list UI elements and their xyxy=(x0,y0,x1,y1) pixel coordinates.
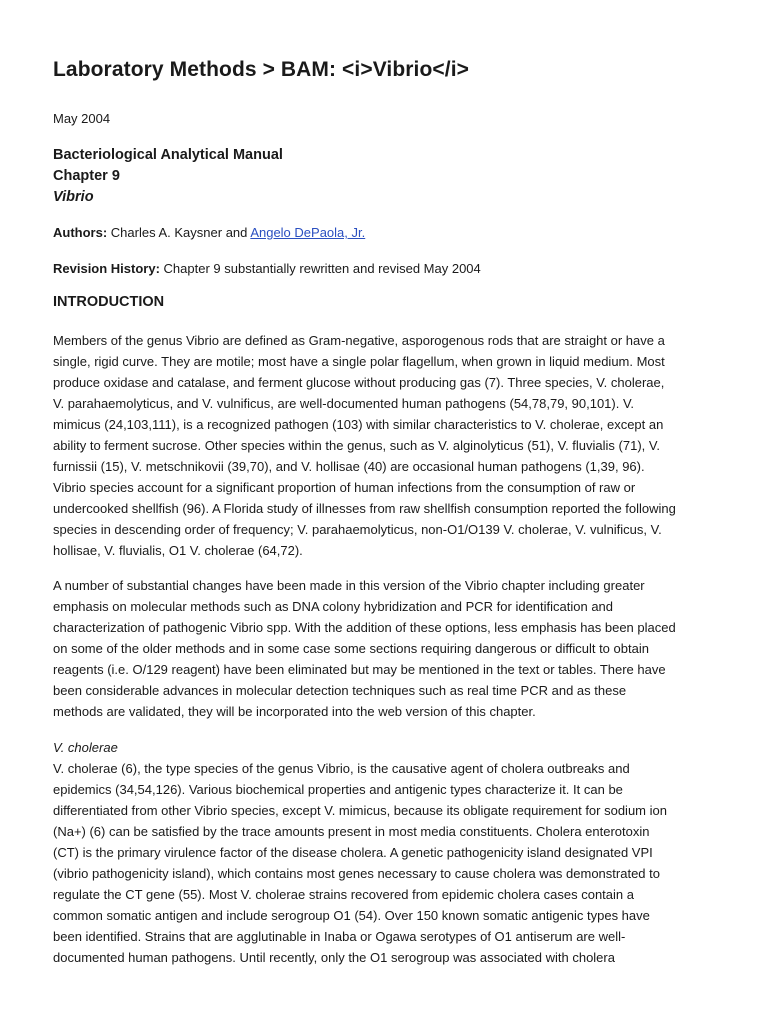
intro-paragraph xyxy=(53,330,721,561)
genus-label: Vibrio xyxy=(53,189,94,205)
text-line: species in descending order of frequency; V. parahaemolyticus, non-O1/O139 V. cholerae, V. vulnificus, V. xyxy=(53,522,662,537)
text-line: V. cholerae (6), the type species of the genus Vibrio, is the causative agent of cholera outbreaks and xyxy=(53,761,630,776)
text-line: regulate the CT gene (55). Most V. cholerae strains recovered from epidemic cholera cases contain a xyxy=(53,887,634,902)
subheading: V. cholerae xyxy=(53,740,118,755)
chapter-label: Chapter 9 xyxy=(53,168,120,184)
section-heading: INTRODUCTION xyxy=(53,294,165,310)
revision-text: Chapter 9 substantially rewritten and revised May 2004 xyxy=(163,261,481,276)
revision-label: Revision History: xyxy=(53,261,160,276)
text-line: hollisae, V. fluvialis, O1 V. cholerae (64,72). xyxy=(53,543,303,558)
text-line: mimicus (24,103,111), is a recognized pathogen (103) with similar characteristics to V. cholerae, except an xyxy=(53,417,664,432)
publication-date: May 2004 xyxy=(53,111,111,126)
text-line: characterization of pathogenic Vibrio spp. With the addition of these options, less emphasis has been placed xyxy=(53,620,676,635)
text-line: (vibrio pathogenicity island), which contains most genes necessary to cause cholera was demonstrated to xyxy=(53,866,660,881)
text-line: been identified. Strains that are agglutinable in Inaba or Ogawa serotypes of O1 antiserum are well- xyxy=(53,929,626,944)
text-line: emphasis on molecular methods such as DNA colony hybridization and PCR for identification and xyxy=(53,599,614,614)
text-line: methods are validated, they will be incorporated into the web version of this chapter. xyxy=(53,704,536,719)
text-line: single, rigid curve. They are motile; most have a single polar flagellum, when grown in liquid medium. Most xyxy=(53,354,665,369)
authors-line xyxy=(53,225,365,240)
cholerae-paragraph xyxy=(53,737,721,968)
text-line: (Na+) (6) can be satisfied by the trace amounts present in most media constituents. Cholera enterotoxin xyxy=(53,824,650,839)
manual-name: Bacteriological Analytical Manual xyxy=(53,147,283,163)
text-line: produce oxidase and catalase, and ferment glucose without producing gas (7). Three species, V. cholerae, xyxy=(53,375,665,390)
text-line: undercooked shellfish (96). A Florida study of illnesses from raw shellfish consumption reported the following xyxy=(53,501,676,516)
text-line: furnissii (15), V. metschnikovii (39,70), and V. hollisae (40) are occasional human pathogens (1,39, 96). xyxy=(53,459,645,474)
text-line: (CT) is the primary virulence factor of the disease cholera. A genetic pathogenicity island designated VPI xyxy=(53,845,653,860)
author-link[interactable]: Angelo DePaola, Jr. xyxy=(250,225,366,240)
revision-line xyxy=(53,261,481,276)
text-line: epidemics (34,54,126). Various biochemical properties and antigenic types characterize it. It can be xyxy=(53,782,623,797)
authors-label: Authors: xyxy=(53,225,108,240)
page-title: Laboratory Methods > BAM: <i>Vibrio</i> xyxy=(53,58,470,81)
author-joiner: and xyxy=(225,225,248,240)
text-line: differentiated from other Vibrio species, except V. mimicus, because its obligate requirement for sodium ion xyxy=(53,803,667,818)
text-line: V. parahaemolyticus, and V. vulnificus, are well-documented human pathogens (54,78,79, 90,101). V. xyxy=(53,396,635,411)
text-line: Vibrio species account for a significant proportion of human infections from the consumption of raw or xyxy=(53,480,636,495)
changes-paragraph xyxy=(53,575,721,722)
author-first: Charles A. Kaysner xyxy=(110,225,223,240)
manual-heading xyxy=(53,145,283,208)
text-line: Members of the genus Vibrio are defined as Gram-negative, asporogenous rods that are straight or have a xyxy=(53,333,665,348)
text-line: reagents (i.e. O/129 reagent) have been eliminated but may be mentioned in the text or tables. There have xyxy=(53,662,666,677)
text-line: on some of the older methods and in some case some sections requiring dangerous or difficult to obtain xyxy=(53,641,649,656)
text-line: been considerable advances in molecular detection techniques such as real time PCR and as these xyxy=(53,683,627,698)
text-line: A number of substantial changes have been made in this version of the Vibrio chapter including greater xyxy=(53,578,645,593)
text-line: documented human pathogens. Until recently, only the O1 serogroup was associated with cholera xyxy=(53,950,615,965)
text-line: common somatic antigen and include serogroup O1 (54). Over 150 known somatic antigenic types have xyxy=(53,908,650,923)
text-line: ability to ferment sucrose. Other species within the genus, such as V. alginolyticus (51), V. fluvialis (71), V. xyxy=(53,438,660,453)
